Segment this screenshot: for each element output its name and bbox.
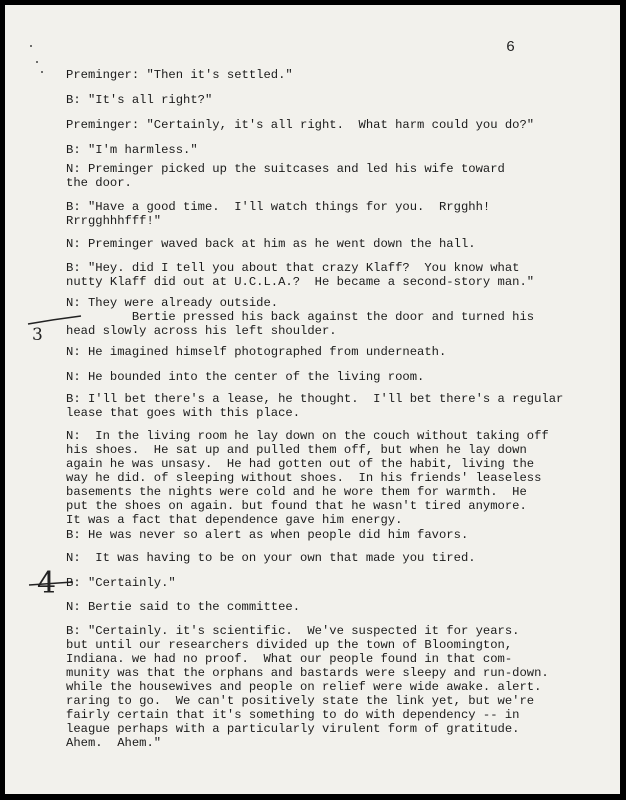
paper-speck xyxy=(41,71,43,73)
narration-paragraph: N: It was having to be on your own that made you tired. xyxy=(66,551,476,565)
dialogue-line: Preminger: "Certainly, it's all right. What harm could you do?" xyxy=(66,118,535,132)
margin-mark-4: 4 xyxy=(37,566,57,601)
dialogue-line: B: "Certainly. it's scientific. We've suspected it for years. but until our researchers divided up the town of Bloomington, Indiana. we had no proof. What our people found in that com- munity was that the orphans and bastards were sleepy and run-down. while the housewives and people on relief were wide awake. alert. raring to go. We can't positively state the link yet, but we're fairly certain that it's something to do with dependency -- in league perhaps with a particularly virulent form of gratitude. Ahem. Ahem." xyxy=(66,624,549,750)
paper-speck xyxy=(36,61,38,63)
dialogue-line: B: "Certainly." xyxy=(66,576,176,590)
dialogue-line: B: "Hey. did I tell you about that crazy Klaff? You know what nutty Klaff did out at U.C.L.A.? He became a second-story man." xyxy=(66,261,535,289)
narration-paragraph: N: He bounded into the center of the living room. xyxy=(66,370,425,384)
narration-paragraph: N: Preminger waved back at him as he went down the hall. xyxy=(66,237,476,251)
margin-mark-3: 3 xyxy=(32,325,43,345)
narration-paragraph: N: In the living room he lay down on the couch without taking off his shoes. He sat up and pulled them off, but when he lay down again he was unsasy. He had gotten out of the habit, living the way he did. of sleeping without shoes. In his friends' leaseless basements the nights were cold and he wore them for warmth. He put the shoes on again. but found that he wasn't tired anymore. It was a fact that dependence gave him energy. xyxy=(66,429,549,527)
typescript-page xyxy=(5,5,620,794)
dialogue-line: B: He was never so alert as when people did him favors. xyxy=(66,528,469,542)
dialogue-line: B: "It's all right?" xyxy=(66,93,213,107)
dialogue-line: B: "Have a good time. I'll watch things for you. Rrgghh! Rrrgghhhfff!" xyxy=(66,200,491,228)
narration-paragraph: N: They were already outside. Bertie pressed his back against the door and turned his head slowly across his left shoulder. xyxy=(66,296,535,338)
dialogue-line: B: "I'm harmless." xyxy=(66,143,198,157)
paper-speck xyxy=(30,45,32,47)
dialogue-line: B: I'll bet there's a lease, he thought. I'll bet there's a regular lease that goes with this place. xyxy=(66,392,564,420)
page-number: 6 xyxy=(506,39,516,56)
narration-paragraph: N: Bertie said to the committee. xyxy=(66,600,301,614)
dialogue-line: Preminger: "Then it's settled." xyxy=(66,68,293,82)
narration-paragraph: N: Preminger picked up the suitcases and led his wife toward the door. xyxy=(66,162,505,190)
narration-paragraph: N: He imagined himself photographed from underneath. xyxy=(66,345,447,359)
